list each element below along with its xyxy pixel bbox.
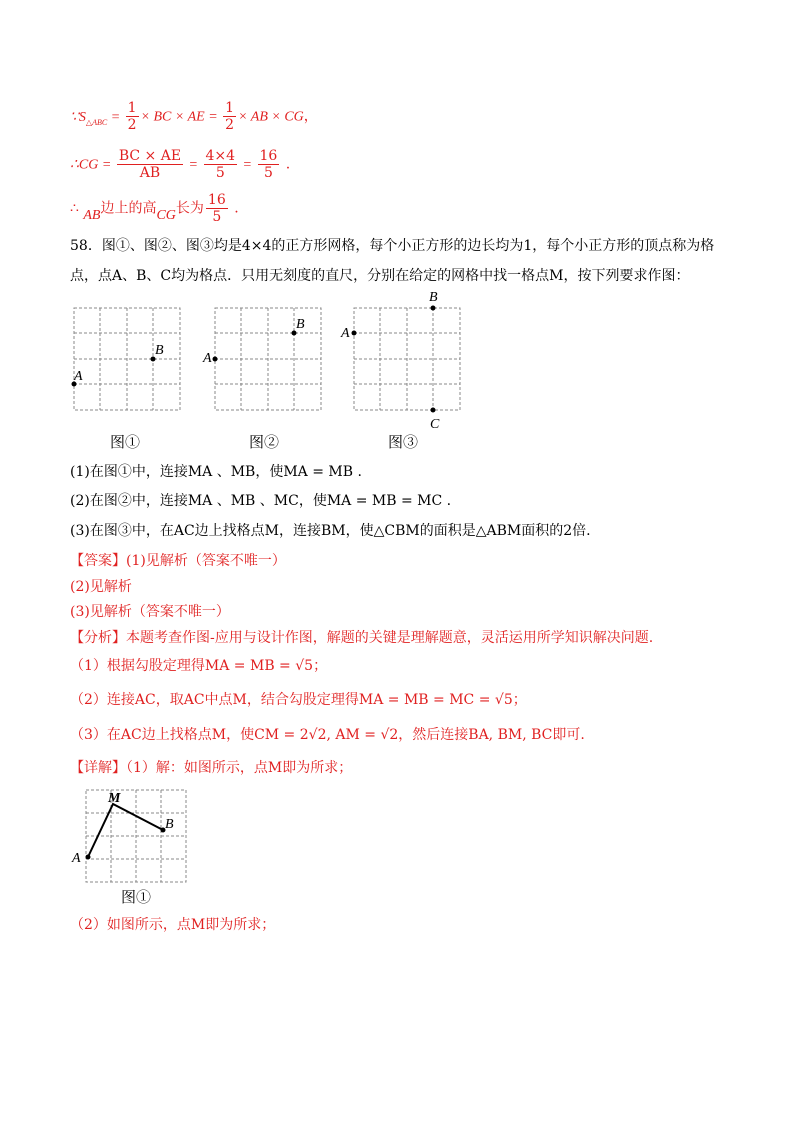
label-a: A [203,351,212,366]
part-2: (2)在图②中，连接MA 、MB 、MC，使MA = MB = MC . [70,493,452,509]
line-conclusion: ∴ AB边上的高CG长为 $\frac{16}{5}$ . [70,192,239,225]
line-cg-formula: ∴CG = $\frac{BC \times AE}{AB}$ = $\frac{4\times 4}{5}$ = $\frac{16}{5}$ . [70,148,291,181]
solution-figure-1 [66,782,196,892]
analysis-3: （3）在AC边上找格点M，使CM = 2√2, AM = √2，然后连接BA, BM, BC即可. [70,727,585,743]
label-a: A [341,326,350,341]
figure-1-caption: 图① [110,433,141,451]
point-c [431,408,436,413]
point-a [86,855,91,860]
grid-figure-1 [66,300,186,415]
question-58-line1: 58．图①、图②、图③均是4×4的正方形网格，每个小正方形的边长均为1，每个小正方形的顶点称为格 [70,238,715,254]
line-area-formula: $\because S_{\triangle ABC}$ = $\frac{1}{2}$ × BC × AE = $\frac{1}{2}$ × AB × CG， [70,100,318,133]
figure-2-caption: 图② [249,433,280,451]
label-a: A [74,369,83,384]
answer-3: (3)见解析（答案不唯一） [70,604,230,620]
solution-figure-caption: 图① [121,888,152,906]
analysis-1: （1）根据勾股定理得MA = MB = √5； [70,658,328,674]
grid-figure-2 [200,300,330,415]
label-c: C [430,417,440,432]
label-a: A [72,851,81,866]
analysis: 【分析】本题考查作图-应用与设计作图，解题的关键是理解题意，灵活运用所学知识解决问题. [70,630,654,646]
detail-1: 【详解】（1）解：如图所示，点M即为所求； [70,760,353,776]
part-3: (3)在图③中，在AC边上找格点M，连接BM，使△CBM的面积是△ABM面积的2倍. [70,523,591,539]
label-b: B [296,317,305,332]
point-b [431,306,436,311]
grid-figure-3 [338,288,468,438]
answer-1: 【答案】(1)见解析（答案不唯一） [70,553,286,569]
detail-2: （2）如图所示，点M即为所求； [70,917,276,933]
point-a [213,357,218,362]
figure-3-caption: 图③ [388,433,419,451]
question-58-line2: 点，点A、B、C均为格点．只用无刻度的直尺，分别在给定的网格中找一格点M，按下列要求作图： [70,268,690,284]
analysis-2: （2）连接AC，取AC中点M，结合勾股定理得MA = MB = MC = √5； [70,692,527,708]
point-a [352,331,357,336]
label-b: B [429,290,438,305]
segment-a-m-b [88,804,163,857]
label-b: B [165,817,174,832]
label-b: B [155,343,164,358]
answer-2: (2)见解析 [70,579,132,595]
part-1: (1)在图①中，连接MA 、MB，使MA = MB . [70,464,362,480]
label-m: M [108,791,121,806]
